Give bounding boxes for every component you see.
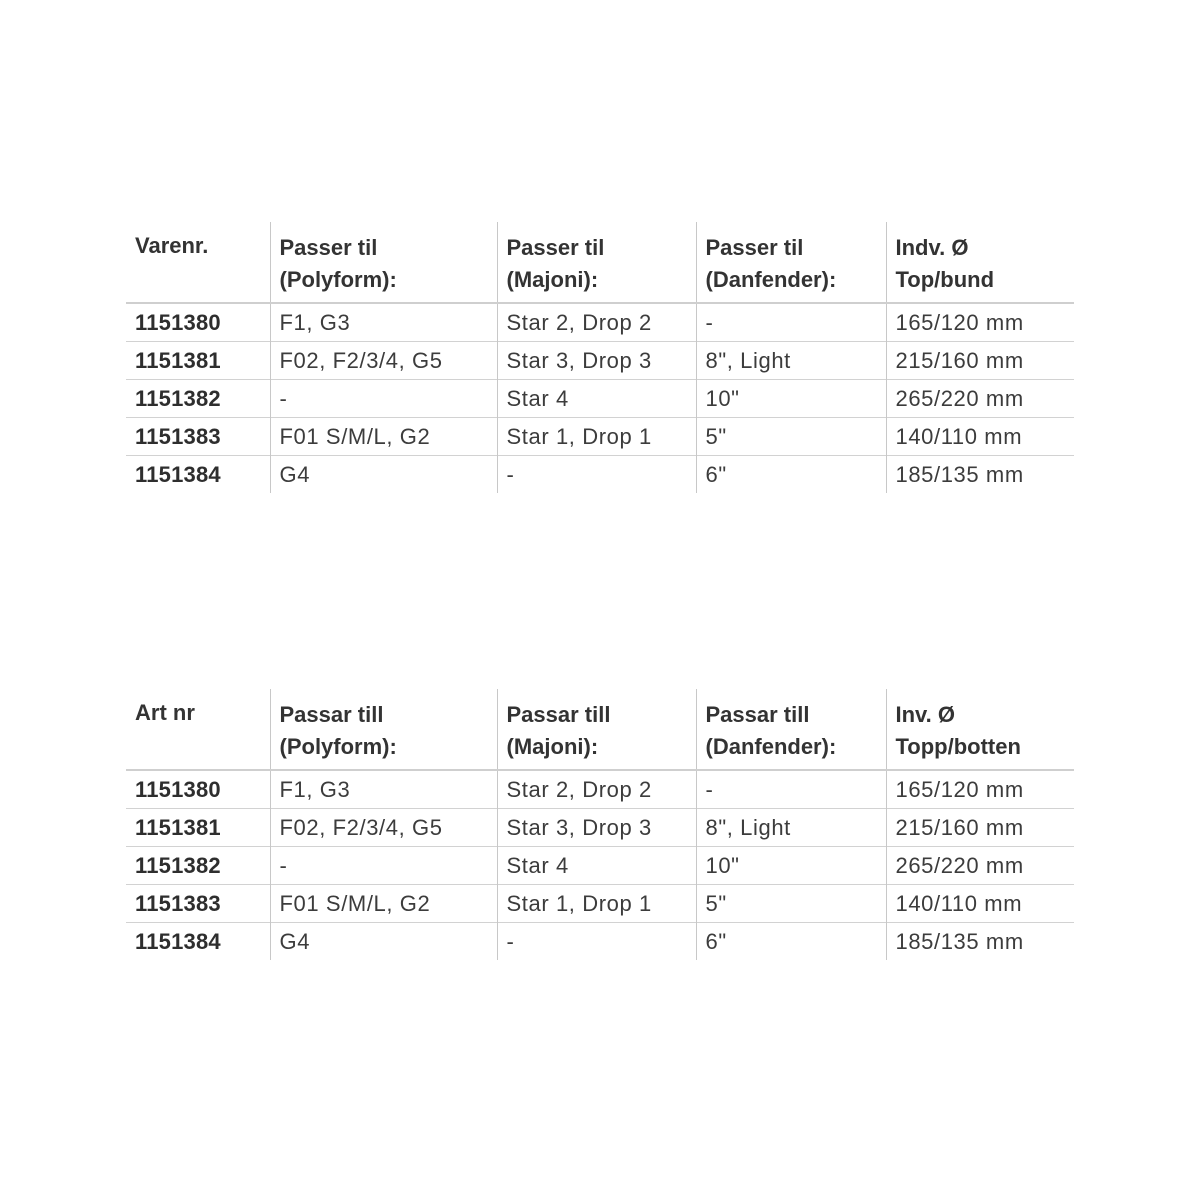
cell-polyform: G4 [270,456,497,494]
cell-polyform: F1, G3 [270,770,497,809]
cell-item-number: 1151380 [135,776,221,802]
cell-polyform: F01 S/M/L, G2 [270,418,497,456]
table-row [126,923,1074,961]
table-body [126,303,1074,493]
cell-item-number: 1151381 [126,809,270,847]
cell-majoni: Star 1, Drop 1 [497,418,696,456]
table-row [126,456,1074,494]
fit-table-swedish [126,689,1074,960]
cell-item-number: 1151383 [126,418,270,456]
header-row [126,222,1074,303]
cell-danfender: 5" [696,885,886,923]
header-fits-polyform: Passer til (Polyform): [270,222,497,303]
cell-diameter: 140/110 mm [886,418,1074,456]
cell-polyform: F02, F2/3/4, G5 [270,342,497,380]
cell-danfender: - [696,770,886,809]
cell-polyform: F01 S/M/L, G2 [270,885,497,923]
cell-majoni: Star 4 [497,380,696,418]
table-row [126,885,1074,923]
fit-table-danish [126,222,1074,493]
table-row [126,809,1074,847]
cell-item-number: 1151382 [126,380,270,418]
cell-polyform: - [270,847,497,885]
header-fits-polyform: Passar till (Polyform): [270,689,497,770]
cell-danfender: 6" [696,923,886,961]
header-fits-danfender: Passer til (Danfender): [696,222,886,303]
cell-diameter: 265/220 mm [886,847,1074,885]
cell-item-number: 1151383 [126,885,270,923]
cell-majoni: Star 2, Drop 2 [497,770,696,809]
cell-item-number: 1151380 [135,309,221,335]
cell-item-number: 1151382 [126,847,270,885]
cell-majoni: Star 3, Drop 3 [497,809,696,847]
header-item-number: Art nr [126,689,270,770]
cell-diameter: 185/135 mm [886,456,1074,494]
header-inner-diameter: Inv. Ø Topp/botten [886,689,1074,770]
header-fits-majoni: Passer til (Majoni): [497,222,696,303]
cell-item-number: 1151384 [126,923,270,961]
header-fits-majoni: Passar till (Majoni): [497,689,696,770]
cell-diameter: 215/160 mm [886,809,1074,847]
cell-majoni: - [497,923,696,961]
cell-item-number: 1151384 [126,456,270,494]
cell-majoni: Star 1, Drop 1 [497,885,696,923]
cell-polyform: F02, F2/3/4, G5 [270,809,497,847]
table-row [126,770,1074,809]
table-header [126,689,1074,770]
header-inner-diameter: Indv. Ø Top/bund [886,222,1074,303]
cell-diameter: 140/110 mm [886,885,1074,923]
cell-diameter: 165/120 mm [886,303,1074,342]
header-item-number: Varenr. [126,222,270,303]
table-row [126,380,1074,418]
cell-diameter: 215/160 mm [886,342,1074,380]
table-body [126,770,1074,960]
cell-majoni: Star 2, Drop 2 [497,303,696,342]
cell-majoni: Star 3, Drop 3 [497,342,696,380]
cell-polyform: F1, G3 [270,303,497,342]
cell-majoni: Star 4 [497,847,696,885]
cell-polyform: - [270,380,497,418]
table-header [126,222,1074,303]
cell-diameter: 185/135 mm [886,923,1074,961]
header-row [126,689,1074,770]
cell-danfender: 8", Light [696,342,886,380]
table-row [126,303,1074,342]
cell-danfender: 10" [696,380,886,418]
table-row [126,418,1074,456]
cell-polyform: G4 [270,923,497,961]
cell-danfender: 6" [696,456,886,494]
cell-danfender: 10" [696,847,886,885]
cell-diameter: 165/120 mm [886,770,1074,809]
cell-danfender: - [696,303,886,342]
cell-danfender: 8", Light [696,809,886,847]
cell-danfender: 5" [696,418,886,456]
cell-majoni: - [497,456,696,494]
table-row [126,847,1074,885]
header-fits-danfender: Passar till (Danfender): [696,689,886,770]
cell-item-number: 1151381 [126,342,270,380]
table-row [126,342,1074,380]
cell-diameter: 265/220 mm [886,380,1074,418]
